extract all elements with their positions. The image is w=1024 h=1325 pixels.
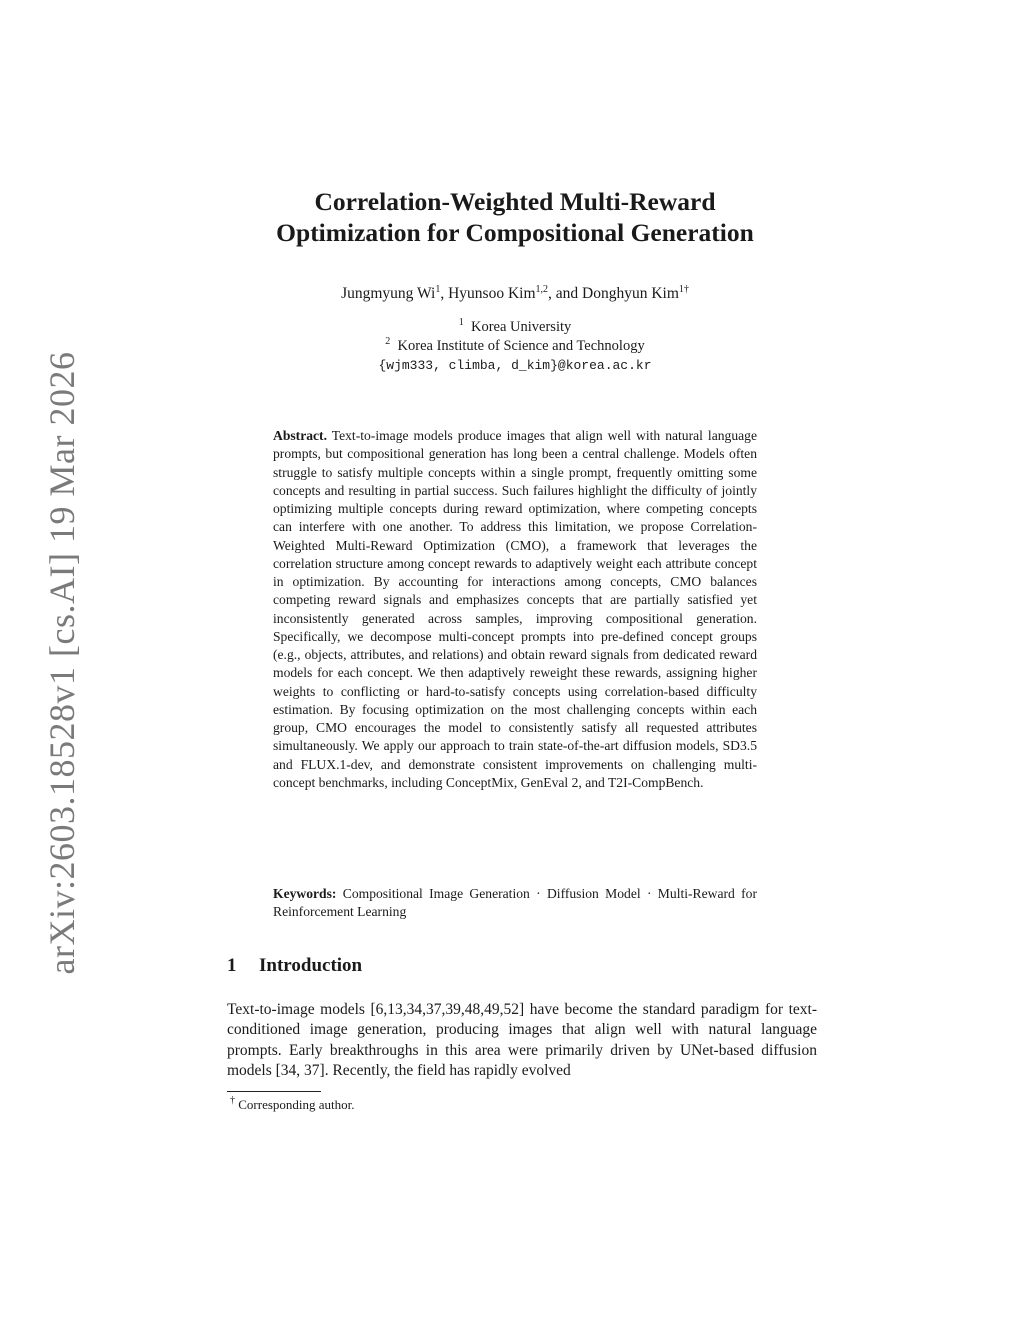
abstract bbox=[273, 427, 757, 792]
section-number: 1 bbox=[227, 955, 237, 976]
section-body: Text-to-image models [6,13,34,37,39,48,49,52] have become the standard paradigm for text-conditioned image generation, producing images that align well with natural language prompts. Early breakthroughs in this area were primarily driven by UNet-based diffusion models [34, 37]. Recently, the field has rapidly evolved bbox=[227, 1001, 817, 1079]
title-line-1: Correlation-Weighted Multi-Reward bbox=[314, 187, 716, 216]
arxiv-identifier-stamp: arXiv:2603.18528v1 [cs.AI] 19 Mar 2026 bbox=[42, 351, 82, 975]
footnote-divider bbox=[227, 1091, 321, 1092]
author-name: Jungmyung Wi bbox=[341, 285, 436, 302]
affiliation bbox=[200, 338, 830, 355]
author-affiliation-mark: 1† bbox=[678, 284, 689, 295]
author-name: Donghyun Kim bbox=[582, 285, 679, 302]
paper-title bbox=[200, 186, 830, 248]
author-emails: {wjm333, climba, d_kim}@korea.ac.kr bbox=[378, 358, 652, 373]
section-heading bbox=[227, 955, 362, 977]
keywords-label: Keywords: bbox=[273, 886, 337, 901]
affiliation-name: Korea University bbox=[470, 319, 572, 335]
footnote-mark: † bbox=[230, 1095, 235, 1106]
affiliation-mark: 2 bbox=[385, 336, 391, 347]
affiliation-name: Korea Institute of Science and Technology bbox=[397, 338, 645, 354]
affiliation bbox=[200, 319, 830, 336]
author-conjunction: , and bbox=[548, 285, 583, 302]
abstract-text: Text-to-image models produce images that align well with natural language prompts, but compositional generation has long been a central challenge. Models often struggle to satisfy multiple concepts within a single prompt, frequently omitting some concepts and resulting in partial success. Such failures highlight the difficulty of jointly optimizing multiple concepts during reward optimization, where competing concepts can interfere with one another. To address this limitation, we propose Correlation-Weighted Multi-Reward Optimization (CMO), a framework that leverages the correlation structure among concept rewards to adaptively weight each attribute concept in optimization. By accounting for interactions among concepts, CMO balances competing reward signals and emphasizes concepts that are partially satisfied yet inconsistently generated across samples, improving compositional generation. Specifically, we decompose multi-concept prompts into pre-defined concept groups (e.g., objects, attributes, and relations) and obtain reward signals from dedicated reward models for each concept. We then adaptively reweight these rewards, assigning higher weights to conflicting or hard-to-satisfy concepts using correlation-based difficulty estimation. By focusing optimization on the most challenging concepts within each group, CMO encourages the model to consistently satisfy all requested attributes simultaneously. We apply our approach to train state-of-the-art diffusion models, SD3.5 and FLUX.1-dev, and demonstrate consistent improvements on challenging multi-concept benchmarks, including ConceptMix, GenEval 2, and T2I-CompBench. bbox=[273, 428, 757, 790]
title-line-2: Optimization for Compositional Generation bbox=[276, 218, 754, 247]
author-name: Hyunsoo Kim bbox=[448, 285, 536, 302]
section-title: Introduction bbox=[259, 955, 363, 976]
author-affiliation-mark: 1 bbox=[435, 284, 441, 295]
footnote bbox=[230, 1097, 355, 1113]
author-affiliation-mark: 1,2 bbox=[535, 284, 549, 295]
affiliation-mark: 1 bbox=[458, 317, 464, 328]
footnote-text: Corresponding author. bbox=[238, 1097, 355, 1112]
author-list: Jungmyung Wi$^1$, Hyunsoo Kim$^{1,2}$, and Donghyun Kim$^{1\dagger}$ bbox=[341, 284, 689, 302]
abstract-label: Abstract. bbox=[273, 428, 327, 443]
keywords bbox=[273, 885, 757, 922]
keywords-text: Compositional Image Generation · Diffusion Model · Multi-Reward for Reinforcement Learning bbox=[273, 886, 757, 920]
